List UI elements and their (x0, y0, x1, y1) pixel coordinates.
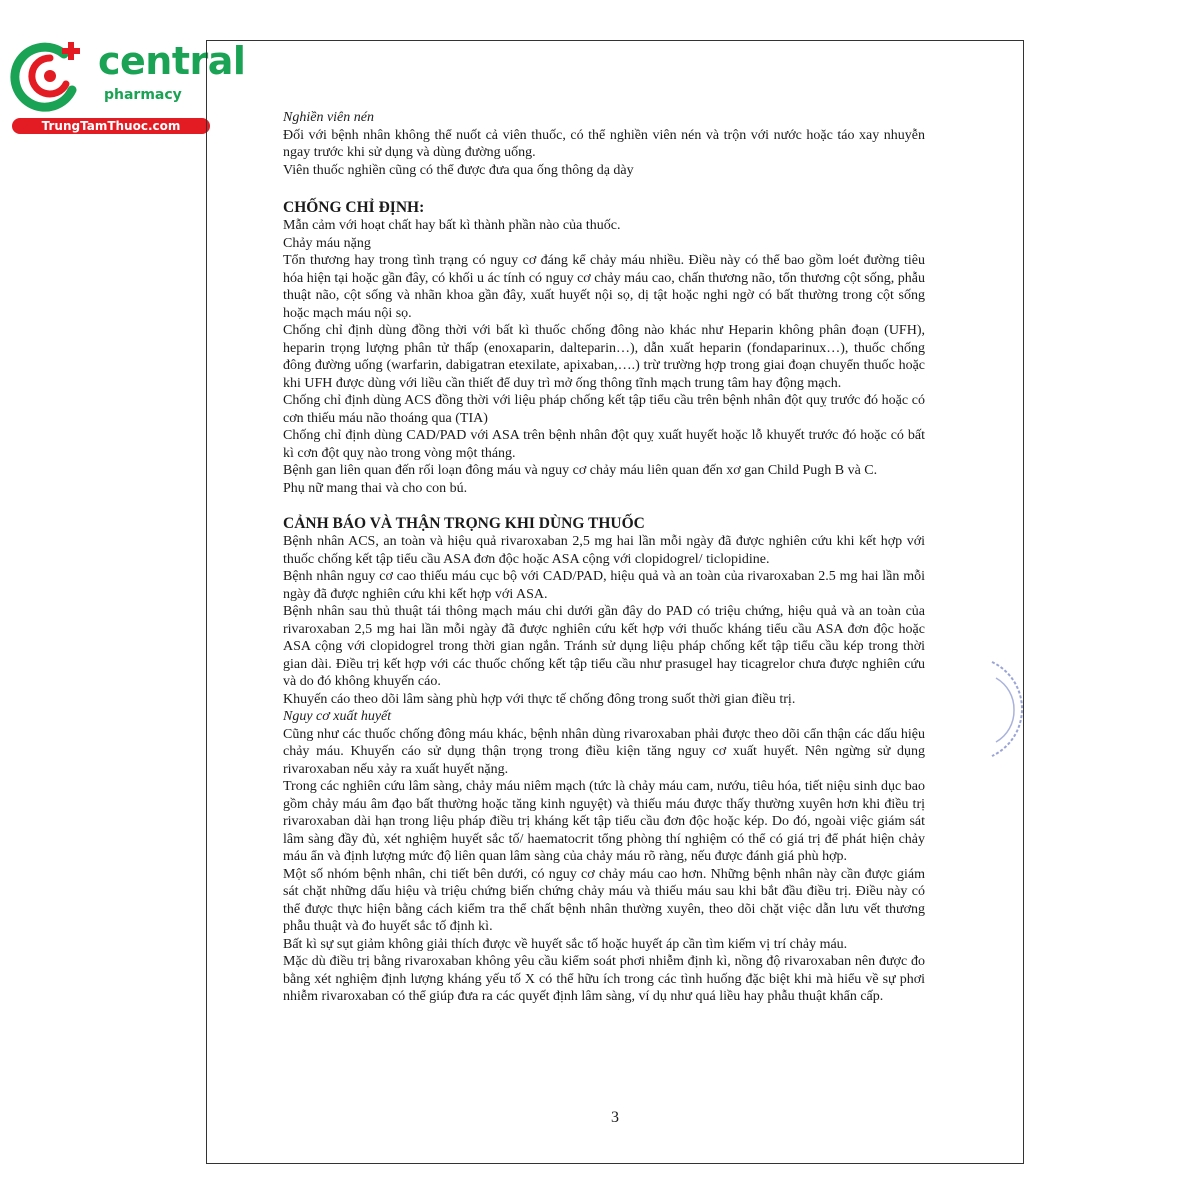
paragraph: Bệnh gan liên quan đến rối loạn đông máu và nguy cơ chảy máu liên quan đến xơ gan Child Pugh B và C. (283, 463, 878, 478)
logo-brand-name: central (98, 39, 246, 83)
logo-website-url[interactable]: TrungTamThuoc.com (12, 118, 210, 134)
company-stamp-icon (986, 654, 1026, 764)
central-pharmacy-logo[interactable] (10, 36, 246, 136)
pharmacy-cross-logo-icon (10, 36, 90, 116)
page-number: 3 (611, 1109, 619, 1126)
paragraph: Một số nhóm bệnh nhân, chi tiết bên dưới, có nguy cơ chảy máu cao hơn. Những bệnh nhân này cần được giám sát chặt những dấu hiệu và triệu chứng biến chứng chảy máu và thiếu máu sau khi bắt đầu điều trị. Điều này có thể được thực hiện bằng cách kiểm tra thể chất bệnh nhân thường xuyên, theo dõi chặt việc dẫn lưu vết thương phẫu thuật và đo huyết sắc tố định kì. (283, 866, 925, 934)
paragraph: Mẫn cảm với hoạt chất hay bất kì thành phần nào của thuốc. (283, 218, 621, 233)
paragraph: Phụ nữ mang thai và cho con bú. (283, 480, 468, 496)
paragraph: Chống chỉ định dùng CAD/PAD với ASA trên bệnh nhân đột quỵ xuất huyết hoặc lỗ khuyết trước đó hoặc có bất kì cơn đột quỵ nào trong vòng một tháng. (283, 428, 925, 461)
section-heading: CẢNH BÁO VÀ THẬN TRỌNG KHI DÙNG THUỐC (283, 515, 645, 532)
paragraph: Bệnh nhân nguy cơ cao thiếu máu cục bộ với CAD/PAD, hiệu quả và an toàn của rivaroxaban 2.5 mg hai lần mỗi ngày đã được nghiên cứu khi kết hợp với ASA. (283, 569, 925, 602)
paragraph: Bệnh nhân ACS, an toàn và hiệu quả rivaroxaban 2,5 mg hai lần mỗi ngày đã được nghiên cứu khi kết hợp với thuốc chống kết tập tiểu cầu ASA đơn độc hoặc ASA cộng với clopidogrel/ ticlopidine. (283, 534, 925, 567)
paragraph: Bất kì sự sụt giảm không giải thích được về huyết sắc tố hoặc huyết áp cần tìm kiếm vị trí chảy máu. (283, 936, 848, 952)
section-heading: CHỐNG CHỈ ĐỊNH: (283, 199, 425, 216)
paragraph: Khuyến cáo theo dõi lâm sàng phù hợp với thực tế chống đông trong suốt thời gian điều trị. (283, 691, 796, 707)
paragraph: Trong các nghiên cứu lâm sàng, chảy máu niêm mạch (tức là chảy máu cam, nướu, tiêu hóa, tiết niệu sinh dục bao gồm chảy máu âm đạo bất thường hoặc tăng kinh nguyệt) và thiếu máu được thấy thường xuyên hơn khi điều trị rivaroxaban dài hạn trong liệu pháp điều trị kháng kết tập tiểu cầu đơn độc hoặc kép. Do đó, ngoài việc giám sát lâm sàng đầy đủ, xét nghiệm huyết sắc tố/ haematocrit tổng phòng thí nghiệm có thể có giá trị để phát hiện chảy máu ẩn và định lượng mức độ liên quan lâm sàng của chảy máu rõ ràng, nếu được đánh giá phù hợp. (283, 779, 925, 864)
paragraph: Bệnh nhân sau thủ thuật tái thông mạch máu chi dưới gần đây do PAD có triệu chứng, hiệu quả và an toàn của rivaroxaban 2,5 mg hai lần mỗi ngày đã được nghiên cứu kết hợp với thuốc kháng tiểu cầu ASA đơn độc hoặc ASA cộng với clopidogrel trong thời gian ngắn. Tránh sử dụng liệu pháp chống kết tập tiểu cầu kép trong thời gian dài. Điều trị kết hợp với các thuốc chống kết tập tiểu cầu như prasugel hay ticagrelor chưa được nghiên cứu và do đó không khuyến cáo. (283, 604, 925, 689)
paragraph: Chống chỉ định dùng đồng thời với bất kì thuốc chống đông nào khác như Heparin không phân đoạn (UFH), heparin trọng lượng phân tử thấp (enoxaparin, dalteparin…), dẫn xuất heparin (fondaparinux…), thuốc chống đông đường uống (warfarin, dabigatran etexilate, apixaban,….) trừ trường hợp trong giai đoạn chuyển thuốc hoặc khi UFH được dùng với liều cần thiết để duy trì mở ống thông tĩnh mạch trung tâm hay động mạch. (283, 323, 925, 391)
paragraph: Chống chỉ định dùng ACS đồng thời với liệu pháp chống kết tập tiểu cầu trên bệnh nhân đột quỵ trước đó hoặc có cơn thiếu máu não thoáng qua (TIA) (283, 393, 925, 426)
paragraph: Viên thuốc nghiền cũng có thể được đưa qua ống thông dạ dày (283, 162, 634, 178)
italic-subheading: Nguy cơ xuất huyết (283, 709, 392, 724)
paragraph: Chảy máu nặng (283, 235, 371, 251)
paragraph: Cũng như các thuốc chống đông máu khác, bệnh nhân dùng rivaroxaban phải được theo dõi cẩn thận các dấu hiệu chảy máu. Khuyến cáo sử dụng thận trọng trong điều kiện tăng nguy cơ xuất huyết. Nên ngừng sử dụng rivaroxaban nếu xảy ra xuất huyết nặng. (283, 726, 925, 777)
document-body (283, 109, 925, 1006)
paragraph: Mặc dù điều trị bằng rivaroxaban không yêu cầu kiểm soát phơi nhiễm định kì, nồng độ rivaroxaban nên được đo bằng xét nghiệm định lượng kháng yếu tố X có thể hữu ích trong các tình huống đặc biệt khi mà hiểu về sự phơi nhiễm rivaroxaban có thể giúp đưa ra các quyết định lâm sàng, ví dụ như quá liều hay phẫu thuật khẩn cấp. (283, 954, 925, 1004)
paragraph: Đối với bệnh nhân không thể nuốt cả viên thuốc, có thể nghiền viên nén và trộn với nước hoặc táo xay nhuyễn ngay trước khi sử dụng và dùng đường uống. (283, 127, 925, 160)
document-page (206, 40, 1024, 1164)
paragraph: Tổn thương hay trong tình trạng có nguy cơ đáng kể chảy máu nhiều. Điều này có thể bao gồm loét đường tiêu hóa hiện tại hoặc gần đây, có khối u ác tính có nguy cơ chảy máu cao, chấn thương não, tổn thương cột sống, phẫu thuật não, cột sống và nhãn khoa gần đây, xuất huyết nội sọ, dị tật hoặc nghi ngờ có bất thường trong cột sống hoặc mạch máu nội sọ. (283, 253, 925, 321)
italic-subheading: Nghiền viên nén (283, 110, 374, 125)
logo-brand-sub: pharmacy (104, 87, 182, 103)
